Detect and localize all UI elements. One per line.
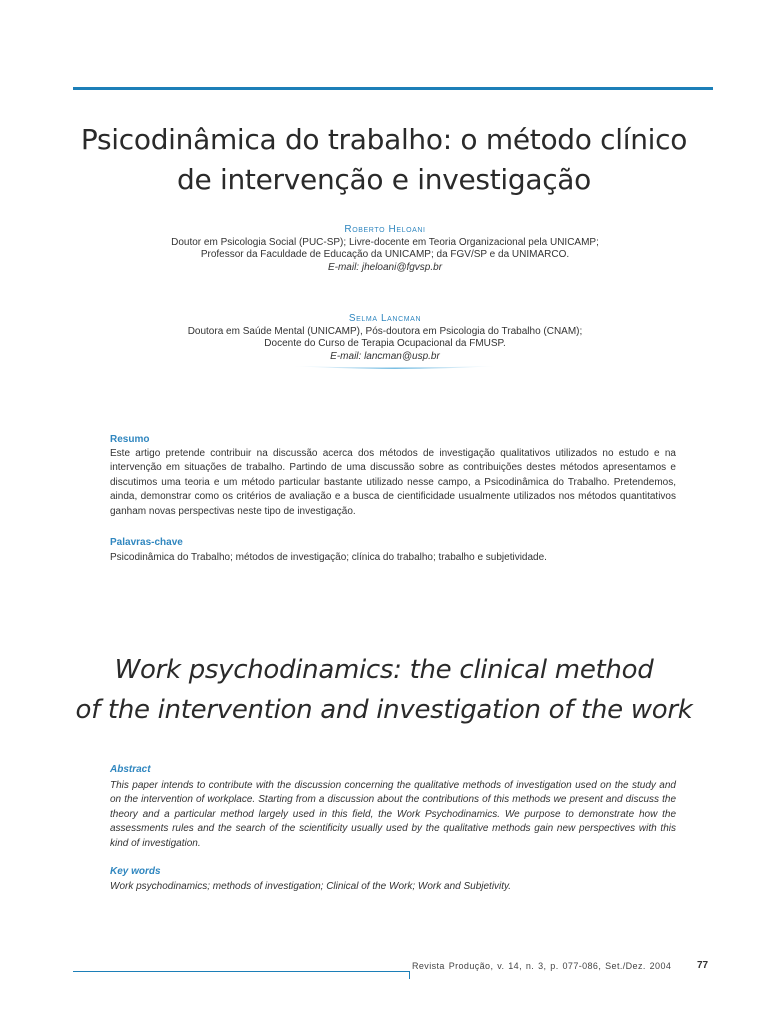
author-block-1 bbox=[90, 224, 680, 274]
divider-swoosh bbox=[292, 363, 497, 373]
key-words-text: Work psychodinamics; methods of investigation; Clinical of the Work; Work and Subjetivity. bbox=[110, 881, 512, 892]
key-words-heading: Key words bbox=[110, 866, 161, 877]
title-pt-line-1: Psicodinâmica do trabalho: o método clínico bbox=[80, 123, 688, 156]
author-affiliation-line: Doutor em Psicologia Social (PUC-SP); Livre-docente em Teoria Organizacional pela UNICAMP; bbox=[171, 236, 599, 248]
footer-citation: Revista Produção, v. 14, n. 3, p. 077-086, Set./Dez. 2004 bbox=[412, 961, 672, 971]
footer-rule bbox=[73, 971, 410, 972]
page-number: 77 bbox=[697, 960, 709, 971]
title-en-line-1: Work psychodinamics: the clinical method bbox=[114, 655, 654, 685]
title-pt-line-2: de intervenção e investigação bbox=[177, 163, 591, 196]
top-rule bbox=[73, 87, 713, 90]
abstract-text: This paper intends to contribute with the discussion concerning the qualitative methods of investigation used on the study and on the intervention of workplace. Starting from a discussion about the contributions of this methods we present and discuss the theory and a particular method largely used in this field, the Work Psychodinamics. We purpose to demonstrate how the assessments rules and the search of the scientificity usually used by the qualitative methods gain new perspectives with this kind of investigation. bbox=[110, 780, 676, 849]
author-email: E-mail: jheloani@fgvsp.br bbox=[327, 261, 443, 273]
abstract-heading: Abstract bbox=[110, 764, 151, 775]
title-portuguese bbox=[60, 120, 708, 200]
author-block-2 bbox=[90, 313, 680, 363]
author-email: E-mail: lancman@usp.br bbox=[330, 350, 440, 362]
author-affiliation-line: Docente do Curso de Terapia Ocupacional da FMUSP. bbox=[264, 338, 506, 349]
title-english bbox=[60, 650, 708, 730]
resumo-text: Este artigo pretende contribuir na discussão acerca dos métodos de investigação qualitativos utilizados no estudo e na intervenção em situações de trabalho. Partindo de uma discussão sobre as contribuições destes métodos apresentamos e discutimos uma teoria e um método particular bastante utilizado nesse campo, a Psicodinâmica do Trabalho. Pretendemos, ainda, demonstrar como os critérios de avaliação e a busca de cientificidade usualmente utilizados nos métodos quantitativos ganham novas perspectivas neste tipo de investigação. bbox=[110, 448, 676, 517]
resumo-heading: Resumo bbox=[110, 434, 150, 445]
footer-tick bbox=[409, 971, 410, 979]
palavras-chave-text: Psicodinâmica do Trabalho; métodos de investigação; clínica do trabalho; trabalho e subjetividade. bbox=[110, 552, 547, 563]
author-affiliation-line: Doutora em Saúde Mental (UNICAMP), Pós-doutora em Psicologia do Trabalho (CNAM); bbox=[187, 325, 583, 337]
palavras-chave-heading: Palavras-chave bbox=[110, 537, 183, 548]
author-name: Roberto Heloani bbox=[344, 224, 426, 235]
author-affiliation-line: Professor da Faculdade de Educação da UNICAMP; da FGV/SP e da UNIMARCO. bbox=[200, 249, 570, 260]
author-name: Selma Lancman bbox=[348, 313, 422, 324]
title-en-line-2: of the intervention and investigation of the work bbox=[75, 695, 693, 725]
